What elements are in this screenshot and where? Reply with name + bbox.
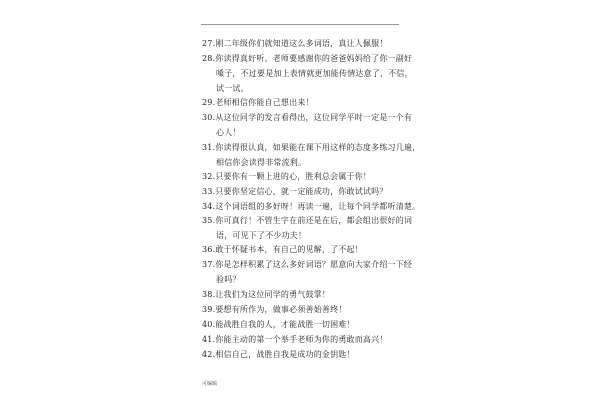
list-item	[202, 302, 402, 317]
list-item-continuation: 语，可见下了不少功夫！	[216, 231, 307, 240]
list-item-text: 41.你能主动的第一个举手老师为你的勇敢而高兴！	[202, 335, 388, 344]
list-item	[202, 257, 413, 287]
top-divider	[201, 24, 399, 25]
list-item	[202, 140, 421, 170]
list-item-continuation: 试一试。	[216, 84, 249, 93]
list-item	[202, 347, 402, 362]
list-item-text: 28.你读得真好听。老师要感谢你的爸爸妈妈给了你一副好	[202, 54, 413, 63]
list-item-continuation: 相信你会读得非常流利。	[216, 158, 307, 167]
list-item	[202, 317, 402, 332]
list-item	[202, 51, 413, 96]
list-item-text: 29.老师相信你能自己想出来！	[202, 98, 314, 107]
list-item-text: 35.你可真行！不管生字在前还是在后，都会组出很好的词	[202, 216, 413, 225]
list-item-text: 34.这个词语组的多好呀！再读一遍，让每个同学都听清楚。	[202, 202, 421, 211]
list-item-text: 42.相信自己，战胜自我是成功的金钥匙！	[202, 350, 355, 359]
list-item-continuation: 心人！	[216, 128, 241, 137]
list-item	[202, 95, 402, 110]
list-item-continuation: 嗓子，不过要是加上表情就更加能传情达意了，不信，	[216, 69, 413, 78]
list-item	[202, 199, 421, 214]
list-item	[202, 184, 402, 199]
list-item-text: 33.只要你坚定信心，就一定能成功，你敢试试吗？	[202, 187, 388, 196]
page-footer: 可编辑	[202, 381, 218, 387]
list-item	[202, 242, 402, 257]
list-item-text: 36.敢于怀疑书本，有自己的见解，了不起！	[202, 245, 363, 254]
list-item	[202, 287, 402, 302]
list-item	[202, 36, 402, 51]
list-item-text: 37.你是怎样积累了这么多好词语？愿意向大家介绍一下经	[202, 260, 413, 269]
list-item-continuation: 验吗？	[216, 275, 241, 284]
list-item-text: 38.让我们为这位同学的勇气鼓掌！	[202, 290, 331, 299]
list-item	[202, 332, 402, 347]
list-item	[202, 110, 413, 140]
list-item	[202, 213, 413, 243]
list-item-text: 32.只要你有一颗上进的心，胜利总会属于你！	[202, 172, 372, 181]
list-item-text: 31.你读得很认真，如果能在课下用这样的态度多练习几遍，	[202, 143, 421, 152]
list-item-text: 30.从这位同学的发言看得出，这位同学平时一定是一个有	[202, 113, 413, 122]
list-item-text: 40.能战胜自我的人，才能战胜一切困难！	[202, 320, 355, 329]
list-item-text: 27.刚二年级你们就知道这么多词语，真让人佩服！	[202, 39, 388, 48]
list-item	[202, 169, 402, 184]
list-item-text: 39.要想有所作为，做事必须善始善终！	[202, 305, 347, 314]
